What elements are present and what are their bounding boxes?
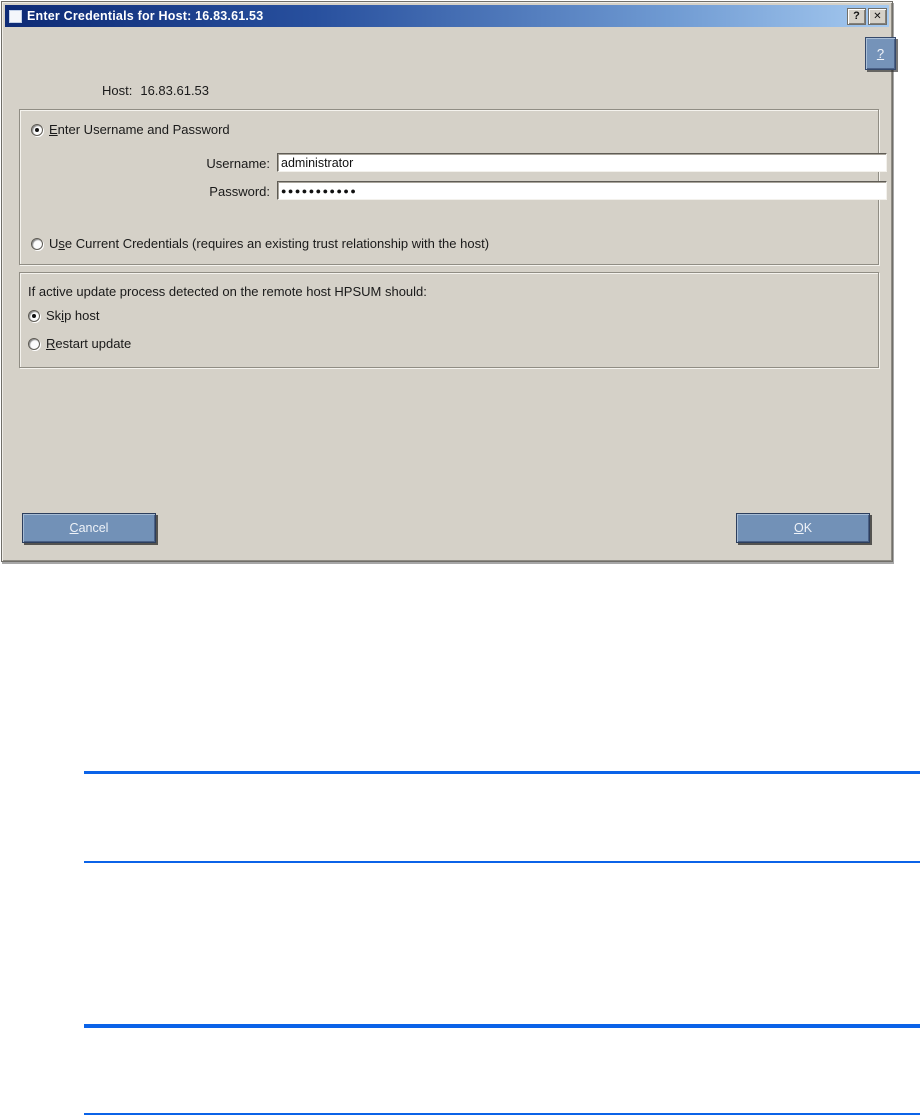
- username-label: Username:: [206, 156, 270, 171]
- ok-button[interactable]: OK: [736, 513, 870, 543]
- horizontal-rule: [84, 771, 920, 774]
- radio-use-current-credentials-label: Use Current Credentials (requires an existing trust relationship with the host): [49, 236, 490, 251]
- titlebar-help-button[interactable]: ?: [847, 8, 866, 25]
- host-value: 16.83.61.53: [140, 83, 210, 98]
- radio-restart-update[interactable]: [28, 336, 131, 351]
- close-icon[interactable]: ✕: [868, 8, 887, 25]
- horizontal-rule: [84, 1024, 920, 1028]
- radio-skip-host-label: Skip host: [46, 308, 100, 323]
- credentials-dialog: [1, 1, 893, 562]
- horizontal-rule: [84, 861, 920, 863]
- username-field[interactable]: [277, 153, 887, 172]
- radio-skip-host[interactable]: [28, 308, 99, 323]
- titlebar[interactable]: [5, 5, 889, 27]
- radio-button-icon[interactable]: [31, 238, 43, 250]
- radio-restart-update-label: Restart update: [46, 336, 132, 351]
- help-button-label: ?: [876, 46, 885, 61]
- radio-button-icon[interactable]: [31, 124, 43, 136]
- radio-use-current-credentials[interactable]: [31, 236, 489, 251]
- credentials-groupbox: [19, 109, 879, 265]
- active-update-prompt: If active update process detected on the remote host HPSUM should:: [28, 284, 427, 299]
- host-line: [102, 83, 209, 98]
- radio-enter-credentials[interactable]: [31, 122, 230, 137]
- horizontal-rule: [84, 1113, 920, 1115]
- password-label: Password:: [209, 184, 270, 199]
- window-title: Enter Credentials for Host: 16.83.61.53: [27, 9, 264, 23]
- active-update-groupbox: [19, 272, 879, 368]
- radio-button-icon[interactable]: [28, 338, 40, 350]
- window-icon: [9, 10, 22, 23]
- radio-button-icon[interactable]: [28, 310, 40, 322]
- cancel-button[interactable]: Cancel: [22, 513, 156, 543]
- help-button[interactable]: [865, 37, 896, 70]
- radio-enter-credentials-label: Enter Username and Password: [49, 122, 230, 137]
- password-field[interactable]: [277, 181, 887, 200]
- host-label: Host:: [102, 83, 133, 98]
